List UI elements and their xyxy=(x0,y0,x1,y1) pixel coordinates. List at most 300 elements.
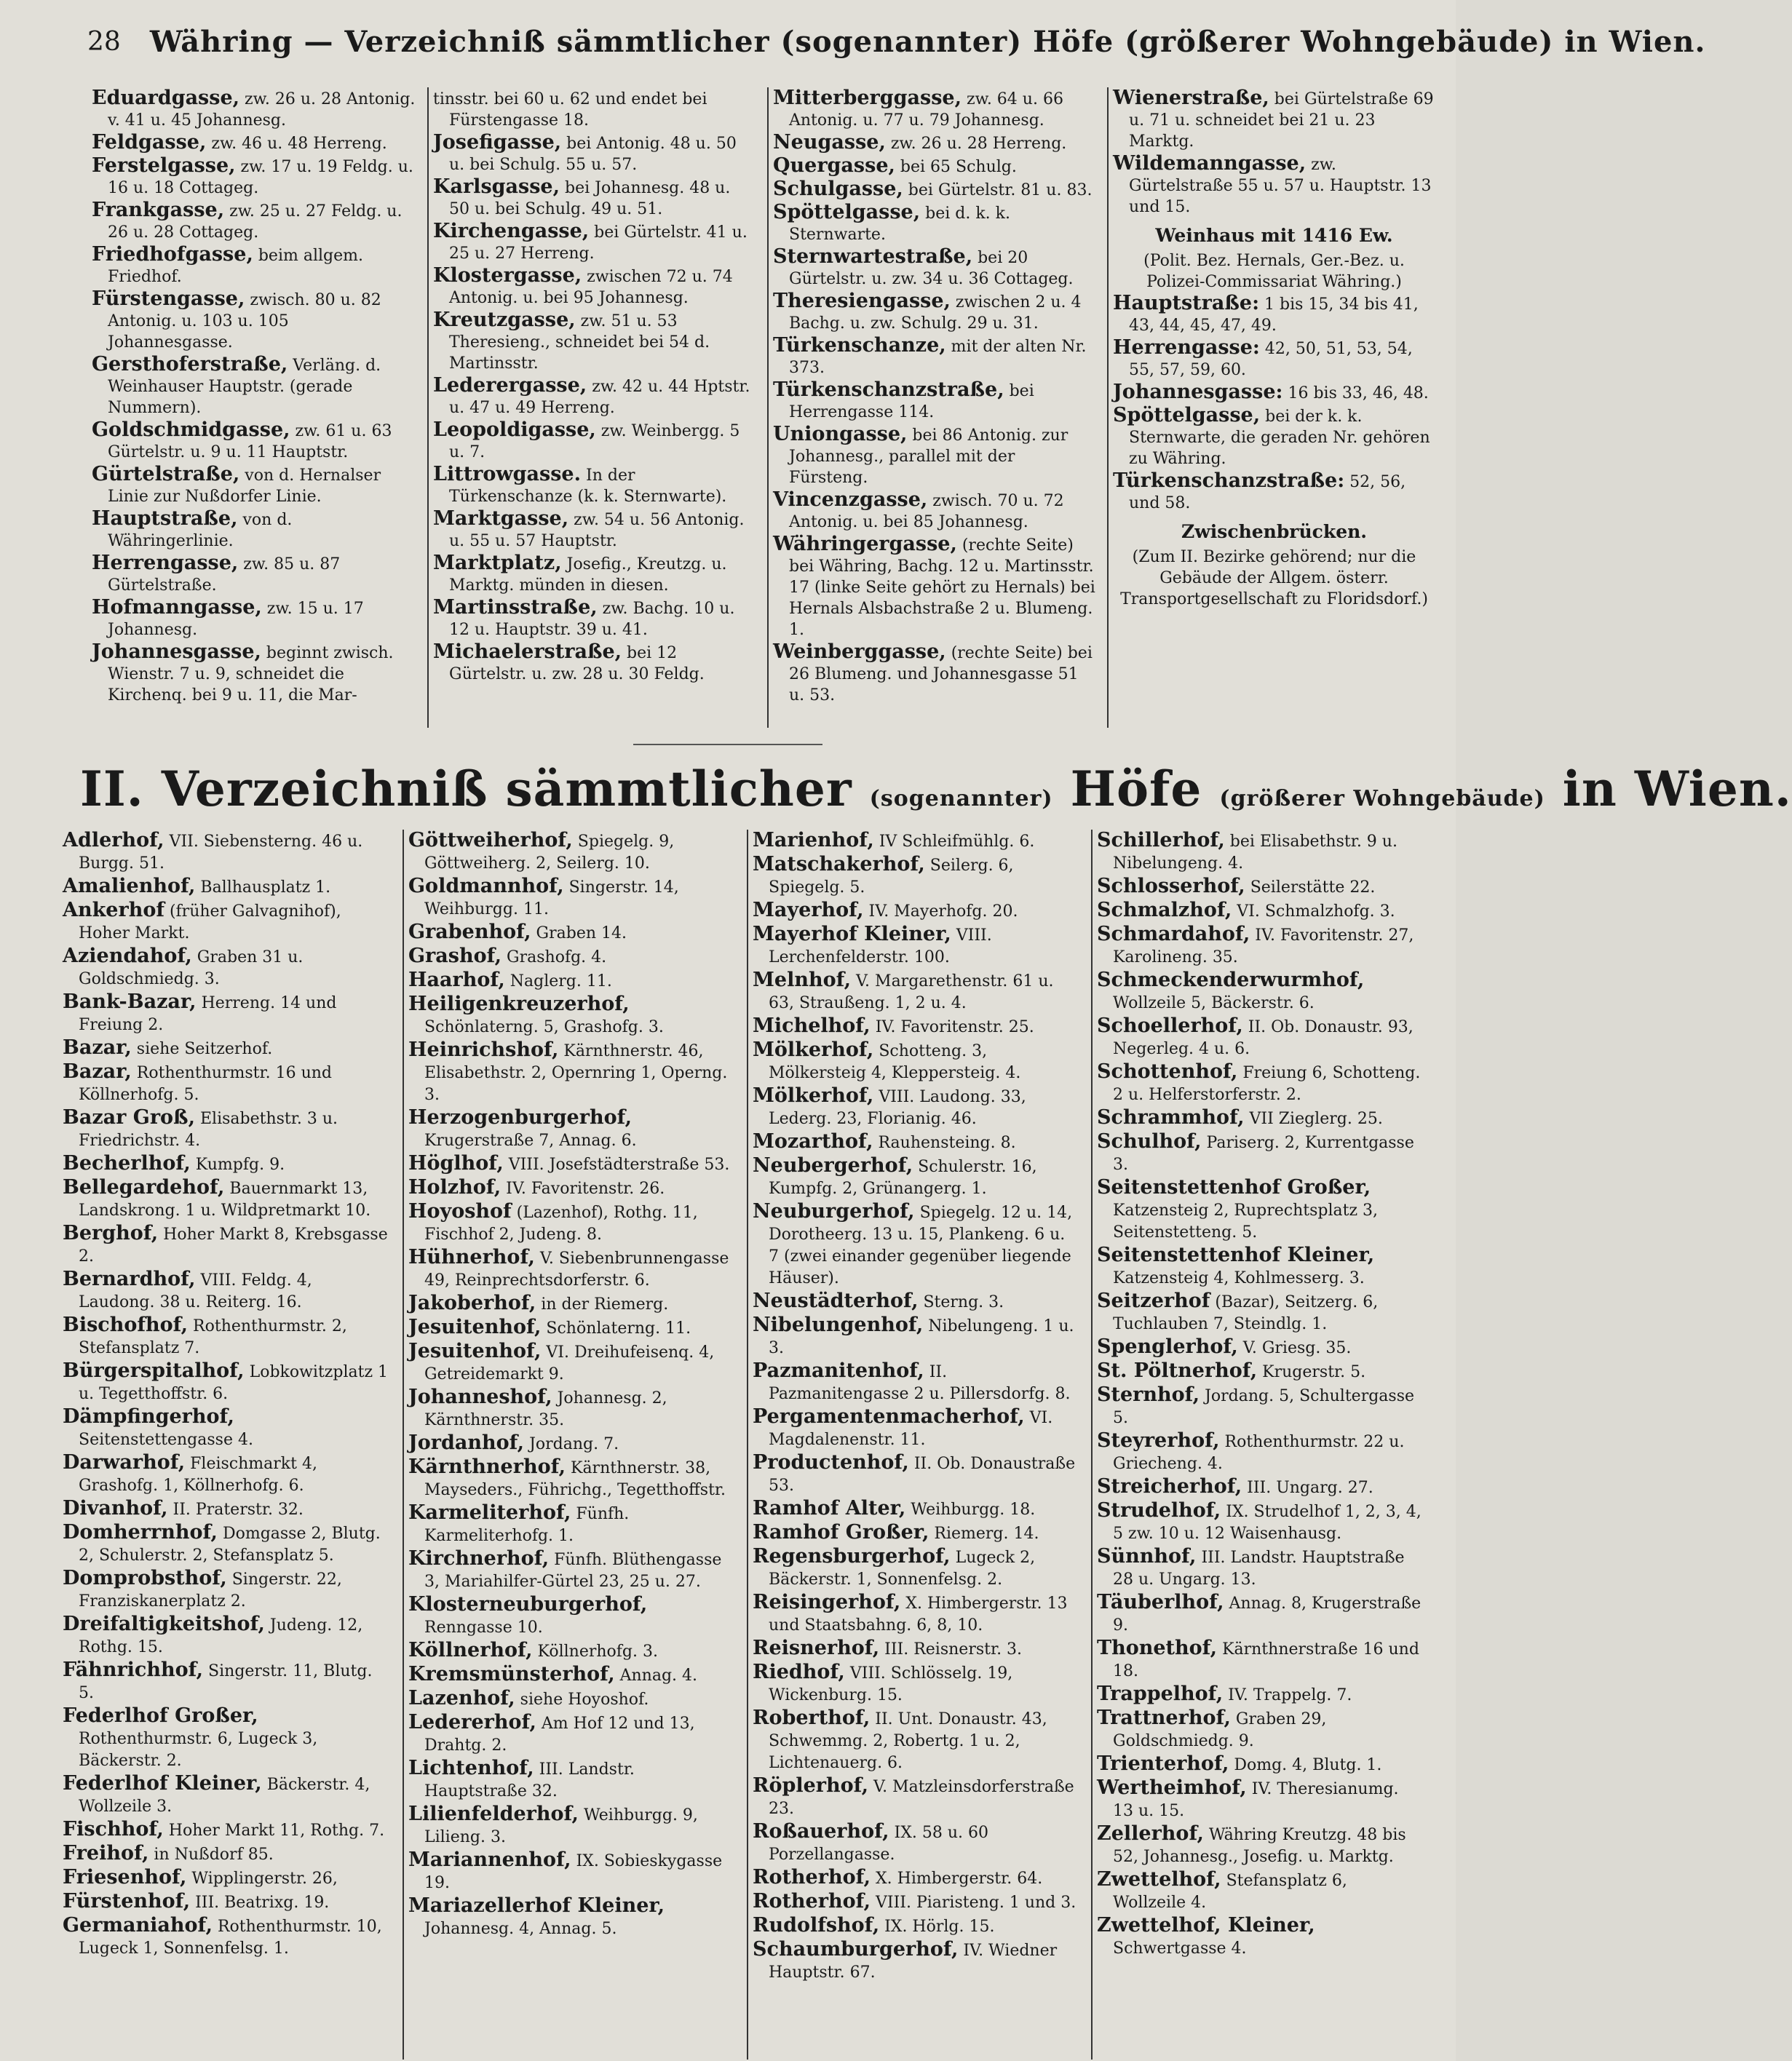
entry-term: Bellegardehof, xyxy=(63,1176,225,1199)
index-entry xyxy=(63,1107,389,1152)
index-entry xyxy=(408,1664,733,1687)
index-entry xyxy=(1097,1476,1422,1499)
zwischenbruecken-note: (Zum II. Bezirke gehörend; nur die Gebäude der Allgem. österr. Transportgesellschaft zu Floridsdorf.) xyxy=(1120,548,1428,608)
entry-detail: 42, 50, 51, 53, 54, 55, 57, 59, 60. xyxy=(1129,340,1413,379)
index-entry xyxy=(753,1546,1077,1591)
index-entry xyxy=(753,1015,1077,1039)
entry-term: Germaniahof, xyxy=(63,1914,213,1937)
index-entry xyxy=(753,1360,1077,1405)
index-entry xyxy=(1113,405,1435,469)
index-entry xyxy=(753,1707,1077,1774)
entry-term: Bürgerspitalhof, xyxy=(63,1359,245,1382)
entry-term: Freihof, xyxy=(63,1842,149,1865)
entry-detail: Rothenthurmstr. 10, Lugeck 1, Sonnenfelsg. 1. xyxy=(79,1918,382,1958)
index-entry xyxy=(1097,1869,1422,1914)
entry-detail: III. Ungarg. 27. xyxy=(1242,1479,1373,1497)
entry-term: Kärnthnerhof, xyxy=(408,1456,566,1478)
entry-term: Adlerhof, xyxy=(63,829,164,851)
entry-term: Roberthof, xyxy=(753,1707,871,1729)
entry-detail: bei Herrengasse 114. xyxy=(789,382,1034,421)
entry-term: Littrowgasse. xyxy=(433,463,582,485)
entry-term: Trienterhof, xyxy=(1097,1752,1229,1775)
entry-term: Friedhofgasse, xyxy=(92,243,253,266)
entry-detail: VI. Magdalenenstr. 11. xyxy=(769,1409,1053,1449)
entry-detail: Annag. 4. xyxy=(614,1667,698,1685)
entry-term: Jesuitenhof, xyxy=(408,1340,542,1362)
index-entry xyxy=(408,1201,733,1246)
street-column-3 xyxy=(767,87,1100,728)
section-title-paren-1: (sogenannter) xyxy=(869,786,1053,811)
entry-term: Gersthoferstraße, xyxy=(92,353,288,376)
entry-term: Michaelerstraße, xyxy=(433,640,622,663)
index-entry xyxy=(433,309,756,374)
entry-detail: II. Praterstr. 32. xyxy=(167,1501,304,1519)
entry-term: Ramhof Großer, xyxy=(753,1521,929,1544)
hoefe-column-4 xyxy=(1091,830,1426,2060)
entry-term: Johannesgasse: xyxy=(1113,381,1283,403)
entry-detail: Weihburgg. 9, Lilieng. 3. xyxy=(424,1806,698,1846)
index-entry xyxy=(408,1712,733,1757)
entry-detail: bei 12 Gürtelstr. u. zw. 28 u. 30 Feldg. xyxy=(449,644,705,683)
entry-detail: (Lazenhof), Rothg. 11, Fischhof 2, Judeng. 8. xyxy=(424,1204,698,1244)
index-entry xyxy=(63,1037,389,1060)
entry-detail: von d. Hernalser Linie zur Nußdorfer Linie. xyxy=(108,466,381,506)
entry-detail: siehe Hoyoshof. xyxy=(515,1691,649,1709)
entry-detail: Singerstr. 22, Franziskanerplatz 2. xyxy=(79,1570,342,1611)
entry-detail: bei 86 Antonig. zur Johannesg., parallel mit der Fürsteng. xyxy=(789,426,1069,487)
index-entry xyxy=(408,1594,733,1639)
entry-term: Göttweiherhof, xyxy=(408,829,573,851)
index-entry xyxy=(753,1201,1077,1290)
entry-term: Kirchengasse, xyxy=(433,220,590,242)
entry-term: Türkenschanze, xyxy=(773,334,946,357)
entry-detail: bei Gürtelstraße 69 u. 71 u. schneidet bei 21 u. 23 Marktg. xyxy=(1129,90,1434,151)
entry-term: Jesuitenhof, xyxy=(408,1316,542,1338)
entry-detail: Johannesg. 4, Annag. 5. xyxy=(424,1920,617,1938)
entry-term: Riedhof, xyxy=(753,1661,845,1683)
index-entry xyxy=(433,419,756,463)
index-entry xyxy=(433,176,756,220)
entry-detail: zw. 15 u. 17 Johannesg. xyxy=(108,600,364,639)
entry-detail: Graben 29, Goldschmiedg. 9. xyxy=(1113,1710,1327,1750)
index-entry xyxy=(63,1177,389,1222)
entry-detail: Wipplingerstr. 26, xyxy=(186,1870,338,1888)
entry-term: Seitenstettenhof Kleiner, xyxy=(1097,1244,1375,1266)
index-entry xyxy=(773,335,1095,378)
index-entry xyxy=(408,875,733,921)
entry-detail: Kärnthnerstraße 16 und 18. xyxy=(1113,1640,1419,1680)
entry-detail: von d. Währingerlinie. xyxy=(108,511,293,550)
entry-detail: IV. Favoritenstr. 27, Karolineng. 35. xyxy=(1113,926,1414,966)
entry-term: Kremsmünsterhof, xyxy=(408,1663,615,1685)
index-entry xyxy=(1097,1500,1422,1545)
entry-detail: Ballhausplatz 1. xyxy=(195,878,331,897)
entry-term: Sternhof, xyxy=(1097,1383,1200,1406)
entry-detail: Josefig., Kreutzg. u. Marktg. münden in diesen. xyxy=(449,555,727,595)
index-entry xyxy=(773,87,1095,131)
entry-term: Becherlhof, xyxy=(63,1152,191,1175)
street-column-2 xyxy=(427,87,760,728)
entry-detail: bei Johannesg. 48 u. 50 u. bei Schulg. 49 u. 51. xyxy=(449,179,731,218)
entry-term: Josefigasse, xyxy=(433,131,562,154)
entry-term: Währingergasse, xyxy=(773,533,957,555)
index-entry xyxy=(63,1406,389,1451)
entry-detail: bei Gürtelstr. 81 u. 83. xyxy=(903,181,1093,199)
street-column-1 xyxy=(87,87,420,728)
index-entry xyxy=(92,244,416,287)
index-entry xyxy=(773,178,1095,201)
entry-term: Lazenhof, xyxy=(408,1687,515,1709)
index-entry xyxy=(63,1843,389,1866)
entry-detail: mit der alten Nr. 373. xyxy=(789,338,1087,377)
entry-term: Mariannenhof, xyxy=(408,1848,571,1871)
entry-term: Spöttelgasse, xyxy=(773,201,921,223)
index-entry xyxy=(408,1153,733,1176)
index-entry xyxy=(753,1155,1077,1200)
entry-term: Mitterberggasse, xyxy=(773,87,962,109)
entry-detail: Schönlaterng. 11. xyxy=(541,1319,691,1338)
index-entry xyxy=(1097,1707,1422,1752)
index-entry xyxy=(63,1498,389,1521)
entry-term: Schottenhof, xyxy=(1097,1060,1238,1083)
entry-detail: IV. Favoritenstr. 25. xyxy=(870,1018,1034,1036)
index-entry xyxy=(753,1498,1077,1521)
index-entry xyxy=(1097,1131,1422,1176)
entry-term: Martinsstraße, xyxy=(433,596,598,619)
weinhaus-note: (Polit. Bez. Hernals, Ger.-Bez. u. Polizei-Commissariat Währing.) xyxy=(1143,252,1405,291)
index-entry xyxy=(773,132,1095,154)
entry-detail: Währing Kreutzg. 48 bis 52, Johannesg., Josefig. u. Marktg. xyxy=(1113,1826,1406,1866)
entry-detail: bei d. k. k. Sternwarte. xyxy=(789,204,1010,244)
index-entry xyxy=(433,87,756,131)
entry-term: Karlsgasse, xyxy=(433,175,560,198)
entry-term: Seitzerhof xyxy=(1097,1290,1210,1312)
entry-term: Hoyoshof xyxy=(408,1200,512,1223)
entry-detail: Schotteng. 3, Mölkersteig 4, Kleppersteig. 4. xyxy=(769,1042,1021,1082)
index-entry xyxy=(1113,381,1435,404)
entry-detail: bei Gürtelstr. 41 u. 25 u. 27 Herreng. xyxy=(449,223,748,263)
entry-detail: Jordang. 5, Schultergasse 5. xyxy=(1113,1387,1415,1427)
entry-detail: Hoher Markt 8, Krebsgasse 2. xyxy=(79,1226,388,1266)
entry-detail: Fleischmarkt 4, Grashofg. 1, Köllnerhofg. 6. xyxy=(79,1455,317,1495)
entry-term: Johanneshof, xyxy=(408,1386,552,1408)
index-entry xyxy=(753,969,1077,1014)
entry-term: Herrengasse: xyxy=(1113,336,1260,359)
index-entry xyxy=(92,87,416,131)
entry-detail: IV. Favoritenstr. 26. xyxy=(501,1180,665,1198)
entry-term: Marktgasse, xyxy=(433,507,569,530)
index-entry xyxy=(63,1613,389,1659)
index-entry xyxy=(408,1502,733,1547)
entry-term: Wertheimhof, xyxy=(1097,1776,1247,1799)
entry-detail: 16 bis 33, 46, 48. xyxy=(1282,384,1429,402)
entry-detail: Schulerstr. 16, Kumpfg. 2, Grünangerg. 1. xyxy=(769,1158,1037,1198)
entry-detail: VII Zieglerg. 25. xyxy=(1244,1110,1383,1128)
entry-term: Karmeliterhof, xyxy=(408,1501,571,1524)
entry-detail: tinsstr. bei 60 u. 62 und endet bei Fürstengasse 18. xyxy=(433,90,707,130)
entry-term: Rotherhof, xyxy=(753,1890,871,1913)
entry-term: Productenhof, xyxy=(753,1451,909,1474)
entry-term: Haarhof, xyxy=(408,969,505,991)
section-divider xyxy=(633,744,822,745)
index-entry xyxy=(1113,470,1435,514)
entry-detail: (früher Galvagnihof), Hoher Markt. xyxy=(79,902,341,942)
entry-detail: Lobkowitzplatz 1 u. Tegetthoffstr. 6. xyxy=(79,1363,389,1403)
index-entry xyxy=(1113,87,1435,152)
entry-term: Hofmanngasse, xyxy=(92,596,262,619)
entry-term: Neubergerhof, xyxy=(753,1154,913,1177)
entry-term: Höglhof, xyxy=(408,1152,504,1175)
index-entry xyxy=(1113,153,1435,218)
entry-term: Johannesgasse, xyxy=(92,640,261,663)
entry-term: Federlhof Kleiner, xyxy=(63,1772,262,1795)
entry-detail: Elisabethstr. 3 u. Friedrichstr. 4. xyxy=(79,1110,338,1150)
index-entry xyxy=(1097,1360,1422,1383)
index-entry xyxy=(408,1688,733,1711)
entry-detail: Rothenthurmstr. 22 u. Griecheng. 4. xyxy=(1113,1433,1405,1473)
entry-detail: Spiegelg. 9, Göttweiherg. 2, Seilerg. 10. xyxy=(424,833,675,873)
index-entry xyxy=(1097,1777,1422,1822)
index-entry xyxy=(92,508,416,552)
entry-term: Strudelhof, xyxy=(1097,1499,1221,1522)
entry-term: Türkenschanzstraße, xyxy=(773,378,1004,401)
entry-detail: Wollzeile 5, Bäckerstr. 6. xyxy=(1113,994,1315,1012)
entry-detail: Graben 14. xyxy=(531,924,627,942)
index-entry xyxy=(63,1522,389,1567)
index-entry xyxy=(433,508,756,552)
entry-term: Theresiengasse, xyxy=(773,290,951,312)
entry-detail: Spiegelg. 12 u. 14, Dorotheerg. 13 u. 15, Plankeng. 6 u. 7 (zwei einander gegenüber liegende Häuser). xyxy=(769,1204,1073,1287)
index-entry xyxy=(753,854,1077,899)
entry-detail: zwischen 72 u. 74 Antonig. u. bei 95 Johannesg. xyxy=(449,268,733,307)
entry-detail: zw. 46 u. 48 Herreng. xyxy=(206,135,387,153)
index-entry xyxy=(1097,1546,1422,1591)
index-entry xyxy=(63,1705,389,1772)
entry-detail: Verläng. d. Weinhauser Hauptstr. (gerade Nummern). xyxy=(108,357,381,417)
entry-term: Schmardahof, xyxy=(1097,923,1250,945)
entry-detail: (rechte Seite) bei Währing, Bachg. 12 u. Martinsstr. 17 (linke Seite gehört zu Hernals) bei Hernals Alsbachstraße 2 u. Blumeng. 1. xyxy=(789,536,1095,639)
index-entry xyxy=(1097,830,1422,875)
index-entry xyxy=(63,830,389,875)
entry-detail: Kärnthnerstr. 38, Mayseders., Führichg., Tegetthoffstr. xyxy=(424,1459,726,1499)
entry-detail: VIII. Josefstädterstraße 53. xyxy=(503,1156,730,1174)
entry-detail: Grashofg. 4. xyxy=(501,948,607,966)
entry-term: Nibelungenhof, xyxy=(753,1314,924,1336)
index-entry xyxy=(753,1592,1077,1637)
entry-term: St. Pöltnerhof, xyxy=(1097,1359,1258,1382)
entry-term: Grabenhof, xyxy=(408,921,531,943)
entry-detail: Katzensteig 2, Ruprechtsplatz 3, Seitenstetteng. 5. xyxy=(1113,1202,1379,1242)
entry-detail: Rothenthurmstr. 16 und Köllnerhofg. 5. xyxy=(79,1064,332,1104)
entry-detail: Schwertgasse 4. xyxy=(1113,1939,1247,1958)
hoefe-column-3 xyxy=(747,830,1082,2060)
index-entry xyxy=(1097,1107,1422,1130)
entry-detail: 52, 56, und 58. xyxy=(1129,473,1406,512)
index-entry xyxy=(433,552,756,596)
entry-term: Sternwartestraße, xyxy=(773,245,973,268)
entry-term: Schmeckenderwurmhof, xyxy=(1097,969,1365,991)
entry-term: Zellerhof, xyxy=(1097,1822,1204,1845)
index-entry xyxy=(92,155,416,199)
zwischenbruecken-heading: Zwischenbrücken. xyxy=(1181,521,1367,542)
index-entry xyxy=(408,1640,733,1663)
entry-detail: (Bazar), Seitzerg. 6, Tuchlauben 7, Steindlg. 1. xyxy=(1113,1293,1379,1333)
entry-detail: VIII. Lerchenfelderstr. 100. xyxy=(769,926,992,966)
entry-detail: beim allgem. Friedhof. xyxy=(108,247,363,286)
entry-detail: zw. 51 u. 53 Theresieng., schneidet bei 54 d. Martinsstr. xyxy=(449,312,710,373)
index-entry xyxy=(1097,1683,1422,1707)
entry-detail: Bauernmarkt 13, Landskrong. 1 u. Wildpretmarkt 10. xyxy=(79,1180,371,1220)
entry-term: Reisingerhof, xyxy=(753,1591,901,1613)
entry-term: Vincenzgasse, xyxy=(773,488,928,511)
entry-term: Feldgasse, xyxy=(92,131,207,154)
entry-detail: Kumpfg. 9. xyxy=(190,1156,285,1174)
index-entry xyxy=(753,1867,1077,1890)
entry-term: Regensburgerhof, xyxy=(753,1545,951,1568)
section-title-hoefe: Höfe xyxy=(1070,761,1202,817)
index-entry xyxy=(433,221,756,264)
entry-detail: Katzensteig 4, Kohlmesserg. 3. xyxy=(1113,1269,1365,1287)
index-entry xyxy=(1097,1244,1422,1290)
entry-detail: III. Landstr. Hauptstraße 32. xyxy=(424,1760,635,1800)
index-entry xyxy=(753,900,1077,923)
index-entry xyxy=(408,1548,733,1593)
entry-term: Lichtenhof, xyxy=(408,1757,534,1779)
entry-detail: Herreng. 14 und Freiung 2. xyxy=(79,994,337,1034)
index-entry xyxy=(1097,875,1422,899)
section-title-main: II. Verzeichniß sämmtlicher xyxy=(80,761,852,817)
entry-detail: IV. Wiedner Hauptstr. 67. xyxy=(769,1942,1058,1982)
index-entry xyxy=(63,1819,389,1842)
index-entry xyxy=(1097,1637,1422,1683)
index-entry xyxy=(92,641,416,706)
entry-detail: Seitenstettengasse 4. xyxy=(79,1431,253,1449)
entry-detail: Weihburgg. 18. xyxy=(905,1501,1036,1519)
entry-detail: Annag. 8, Krugerstraße 9. xyxy=(1113,1595,1422,1635)
entry-detail: Köllnerhofg. 3. xyxy=(532,1643,658,1661)
entry-detail: VI. Dreihufeisenq. 4, Getreidemarkt 9. xyxy=(424,1343,715,1383)
index-entry xyxy=(1097,1061,1422,1106)
index-entry xyxy=(92,288,416,353)
index-entry xyxy=(408,1247,733,1292)
entry-term: Röplerhof, xyxy=(753,1774,869,1797)
entry-detail: 1 bis 15, 34 bis 41, 43, 44, 45, 47, 49. xyxy=(1129,295,1419,335)
entry-detail: VII. Siebensterng. 46 u. Burgg. 51. xyxy=(79,833,363,873)
index-entry xyxy=(753,1131,1077,1154)
entry-detail: zw. 26 u. 28 Antonig. v. 41 u. 45 Johannesg. xyxy=(108,90,416,130)
index-entry xyxy=(1113,337,1435,381)
entry-term: Federlhof Großer, xyxy=(63,1704,258,1727)
index-entry xyxy=(753,1661,1077,1707)
index-entry xyxy=(408,1432,733,1456)
page-number: 28 xyxy=(87,26,121,57)
entry-term: Neugasse, xyxy=(773,131,886,154)
entry-detail: Naglerg. 11. xyxy=(504,972,612,990)
entry-detail: VIII. Piaristeng. 1 und 3. xyxy=(871,1894,1077,1912)
entry-detail: IX. Hörlg. 15. xyxy=(879,1918,995,1936)
entry-term: Wildemanngasse, xyxy=(1113,152,1307,175)
entry-term: Herrengasse, xyxy=(92,552,239,574)
index-entry xyxy=(1097,1384,1422,1429)
entry-term: Divanhof, xyxy=(63,1497,168,1520)
index-entry xyxy=(433,265,756,309)
index-entry xyxy=(433,132,756,175)
weinhaus-list xyxy=(1113,293,1435,514)
entry-detail: zw. Gürtelstraße 55 u. 57 u. Hauptstr. 13 und 15. xyxy=(1129,156,1432,216)
index-entry xyxy=(753,1452,1077,1497)
index-entry xyxy=(63,1153,389,1176)
section-title xyxy=(80,761,1792,826)
entry-detail: Domg. 4, Blutg. 1. xyxy=(1229,1756,1382,1774)
entry-detail: III. Reisnerstr. 3. xyxy=(879,1640,1023,1659)
weinhaus-heading: Weinhaus mit 1416 Ew. xyxy=(1155,225,1393,246)
entry-detail: bei Antonig. 48 u. 50 u. bei Schulg. 55 u. 57. xyxy=(449,135,737,174)
entry-term: Reisnerhof, xyxy=(753,1637,880,1659)
entry-term: Dreifaltigkeitshof, xyxy=(63,1613,265,1635)
entry-term: Schulhof, xyxy=(1097,1130,1202,1153)
entry-term: Rudolfshof, xyxy=(753,1914,880,1937)
street-column-4 xyxy=(1107,87,1440,728)
index-entry xyxy=(1113,293,1435,336)
index-entry xyxy=(63,1268,389,1314)
entry-detail: Nibelungeng. 1 u. 3. xyxy=(769,1317,1074,1357)
index-entry xyxy=(92,419,416,463)
entry-term: Ankerhof xyxy=(63,899,164,921)
entry-detail: zw. 61 u. 63 Gürtelstr. u. 9 u. 11 Hauptstr. xyxy=(108,422,392,461)
entry-detail: Fünfh. Blüthengasse 3, Mariahilfer-Gürtel 23, 25 u. 27. xyxy=(424,1551,722,1591)
entry-term: Sünnhof, xyxy=(1097,1545,1197,1568)
entry-detail: bei 20 Gürtelstr. u. zw. 34 u. 36 Cottageg. xyxy=(789,249,1074,288)
index-entry xyxy=(433,597,756,640)
entry-detail: Krugerstr. 5. xyxy=(1257,1363,1366,1381)
index-entry xyxy=(1097,969,1422,1014)
entry-detail: VI. Schmalzhofg. 3. xyxy=(1232,902,1395,921)
entry-detail: VIII. Laudong. 33, Lederg. 23, Florianig. 46. xyxy=(769,1088,1026,1128)
entry-term: Klosterneuburgerhof, xyxy=(408,1593,648,1616)
entry-detail: II. Ob. Donaustraße 53. xyxy=(769,1455,1076,1495)
index-entry xyxy=(1097,1430,1422,1475)
entry-detail: Rauhensteing. 8. xyxy=(873,1134,1016,1152)
index-entry xyxy=(92,597,416,640)
entry-detail: V. Margarethenstr. 61 u. 63, Straußeng. 1, 2 u. 4. xyxy=(769,972,1054,1012)
entry-term: Köllnerhof, xyxy=(408,1639,533,1661)
index-entry xyxy=(63,875,389,899)
entry-detail: Fünfh. Karmeliterhofg. 1. xyxy=(424,1505,630,1545)
entry-term: Dämpfingerhof, xyxy=(63,1405,234,1428)
index-entry xyxy=(753,830,1077,853)
entry-term: Trappelhof, xyxy=(1097,1683,1224,1705)
index-entry xyxy=(63,900,389,945)
entry-term: Bernardhof, xyxy=(63,1268,196,1290)
entry-term: Eduardgasse, xyxy=(92,87,240,109)
entry-detail: Sterng. 3. xyxy=(918,1293,1004,1311)
index-entry xyxy=(1097,1177,1422,1244)
index-entry xyxy=(753,924,1077,969)
index-entry xyxy=(753,1522,1077,1545)
entry-term: Quergasse, xyxy=(773,154,895,177)
entry-detail: beginnt zwisch. Wienstr. 7 u. 9, schneidet die Kirchenq. bei 9 u. 11, die Mar- xyxy=(108,644,394,704)
index-entry xyxy=(408,1039,733,1106)
entry-term: Zwettelhof, xyxy=(1097,1868,1221,1891)
entry-detail: zw. 25 u. 27 Feldg. u. 26 u. 28 Cottageg. xyxy=(108,202,403,242)
index-entry xyxy=(773,246,1095,290)
entry-term: Klostergasse, xyxy=(433,264,582,287)
index-entry xyxy=(92,552,416,596)
entry-term: Schlosserhof, xyxy=(1097,875,1245,897)
entry-term: Mariazellerhof Kleiner, xyxy=(408,1894,665,1917)
section-title-paren-2: (größerer Wohngebäude) xyxy=(1219,786,1545,811)
entry-detail: zw. 64 u. 66 Antonig. u. 77 u. 79 Johannesg. xyxy=(789,90,1063,130)
